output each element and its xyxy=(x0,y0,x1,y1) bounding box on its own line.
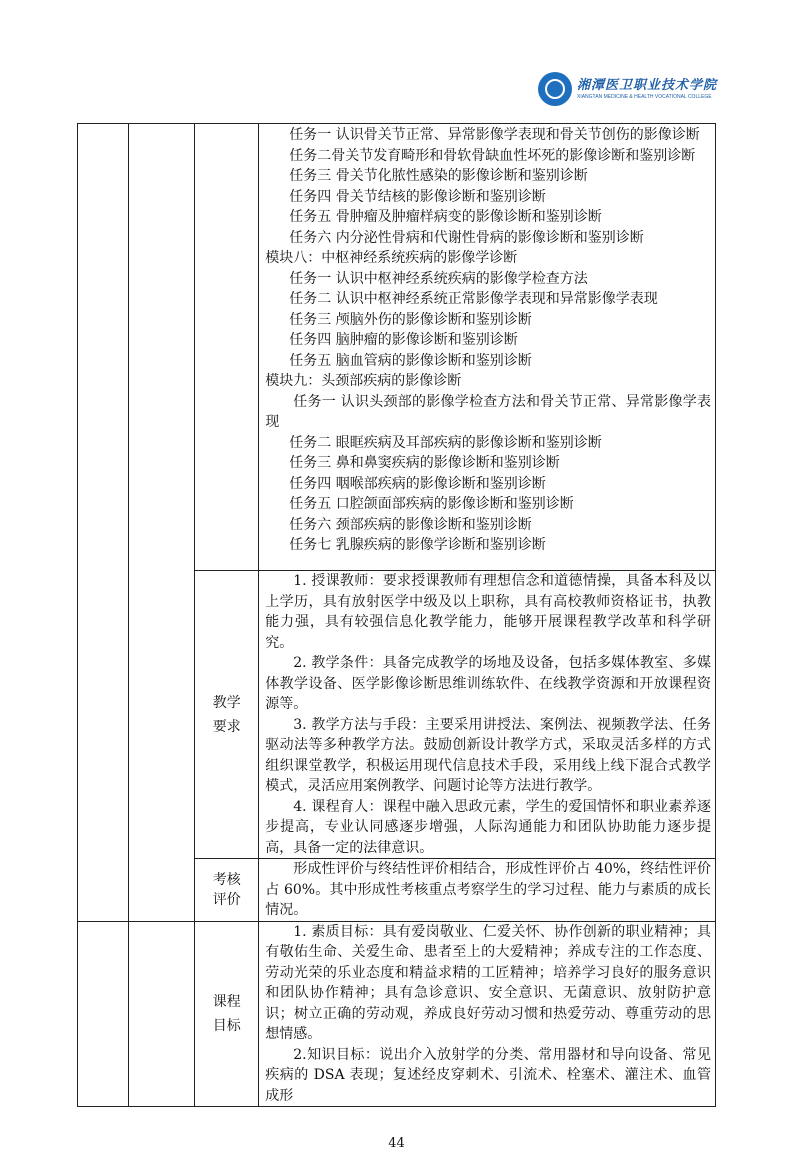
task-item: 任务四 咽喉部疾病的影像诊断和鉴别诊断 xyxy=(289,475,546,492)
module-heading: 模块八：中枢神经系统疾病的影像学诊断 xyxy=(265,250,518,266)
task-item: 任务四 骨关节结核的影像诊断和鉴别诊断 xyxy=(289,188,546,205)
logo-name-cn: 湘潭医卫职业技术学院 xyxy=(577,77,718,93)
course-goals-label xyxy=(195,921,259,1107)
task-item: 任务二 认识中枢神经系统正常影像学表现和异常影像学表现 xyxy=(289,291,658,307)
label-line: 教学 xyxy=(212,694,241,711)
page-number: 44 xyxy=(388,1136,405,1151)
task-item: 任务三 骨关节化脓性感染的影像诊断和鉴别诊断 xyxy=(289,168,588,184)
empty-cell xyxy=(195,124,259,571)
task-item: 任务四 脑肿瘤的影像诊断和鉴别诊断 xyxy=(289,332,518,348)
task-item: 任务一 认识骨关节正常、异常影像学表现和骨关节创伤的影像诊断 xyxy=(289,127,700,143)
paragraph: 1. 素质目标：具有爱岗敬业、仁爱关怀、协作创新的职业精神；具有敬佑生命、关爱生命、患者至上的大爱精神；养成专注的工作态度、劳动光荣的乐业态度和精益求精的工匠精神；培养学习良好的服务意识和团队协作精神；具有急诊意识、安全意识、无菌意识、放射防护意识；树立正确的劳动观，养成良好劳动习惯和热爱劳动、尊重劳动的思想情感。 xyxy=(265,923,711,1042)
empty-cell xyxy=(78,921,129,1107)
task-item: 任务七 乳腺疾病的影像学诊断和鉴别诊断 xyxy=(289,537,546,553)
label-line: 课程 xyxy=(212,993,241,1010)
task-item: 任务三 鼻和鼻窦疾病的影像诊断和鉴别诊断 xyxy=(289,455,560,471)
college-logo xyxy=(538,72,717,106)
assessment-label xyxy=(195,859,259,922)
empty-cell xyxy=(78,124,129,922)
task-item: 任务一 认识头颈部的影像学检查方法和骨关节正常、异常影像学表现 xyxy=(265,393,711,430)
label-line: 评价 xyxy=(212,891,241,908)
assessment-content xyxy=(259,859,716,922)
course-goals-content xyxy=(259,921,716,1107)
curriculum-table xyxy=(77,123,716,1107)
college-seal-icon xyxy=(538,72,572,106)
task-item: 任务五 骨肿瘤及肿瘤样病变的影像诊断和鉴别诊断 xyxy=(289,209,602,225)
task-item: 任务一 认识中枢神经系统疾病的影像学检查方法 xyxy=(289,270,588,287)
paragraph: 2. 教学条件：具备完成教学的场地及设备，包括多媒体教室、多媒体教学设备、医学影像诊断思维训练软件、在线教学资源和开放课程资源等。 xyxy=(265,655,711,712)
empty-cell xyxy=(129,921,195,1107)
task-item: 任务六 颈部疾病的影像诊断和鉴别诊断 xyxy=(289,516,532,533)
task-item: 任务六 内分泌性骨病和代谢性骨病的影像诊断和鉴别诊断 xyxy=(289,229,644,246)
label-line: 要求 xyxy=(212,718,241,735)
logo-name-en: XIANGTAN MEDICINE & HEALTH VOCATIONAL COLLEGE xyxy=(577,93,712,100)
task-item: 任务二 眼眶疾病及耳部疾病的影像诊断和鉴别诊断 xyxy=(289,434,602,451)
empty-cell xyxy=(129,124,195,922)
paragraph: 4. 课程育人：课程中融入思政元素，学生的爱国情怀和职业素养逐步提高，专业认同感逐步增强，人际沟通能力和团队协助能力逐步提高，具备一定的法律意识。 xyxy=(265,798,711,856)
module-heading: 模块九：头颈部疾病的影像诊断 xyxy=(265,373,462,389)
content-cell xyxy=(259,124,716,571)
task-item: 任务三 颅脑外伤的影像诊断和鉴别诊断 xyxy=(289,311,532,328)
task-item: 任务五 脑血管病的影像诊断和鉴别诊断 xyxy=(289,352,532,369)
teaching-requirements-content xyxy=(259,571,716,859)
teaching-requirements-label xyxy=(195,571,259,859)
task-item: 任务五 口腔颌面部疾病的影像诊断和鉴别诊断 xyxy=(289,496,574,512)
task-item: 任务二骨关节发育畸形和骨软骨缺血性坏死的影像诊断和鉴别诊断 xyxy=(289,147,696,164)
paragraph: 2.知识目标：说出介入放射学的分类、常用器材和导向设备、常见疾病的 DSA 表现；复述经皮穿刺术、引流术、栓塞术、灌注术、血管成形 xyxy=(265,1046,711,1104)
paragraph: 形成性评价与终结性评价相结合，形成性评价占 40%，终结性评价占 60%。其中形成性考核重点考察学生的学习过程、能力与素质的成长情况。 xyxy=(265,861,711,918)
paragraph: 1. 授课教师：要求授课教师有理想信念和道德情操，具备本科及以上学历，具有放射医学中级及以上职称，具有高校教师资格证书，执教能力强，具有较强信息化教学能力，能够开展课程教学改革和科学研究。 xyxy=(265,573,711,651)
paragraph: 3. 教学方法与手段：主要采用讲授法、案例法、视频教学法、任务驱动法等多种教学方法。鼓励创新设计教学方式，采取灵活多样的方式组织课堂教学，积极运用现代信息技术手段，采用线上线下混合式教学模式，灵活应用案例教学、问题讨论等方法进行教学。 xyxy=(265,716,711,794)
label-line: 考核 xyxy=(212,871,241,888)
label-line: 目标 xyxy=(212,1017,241,1034)
